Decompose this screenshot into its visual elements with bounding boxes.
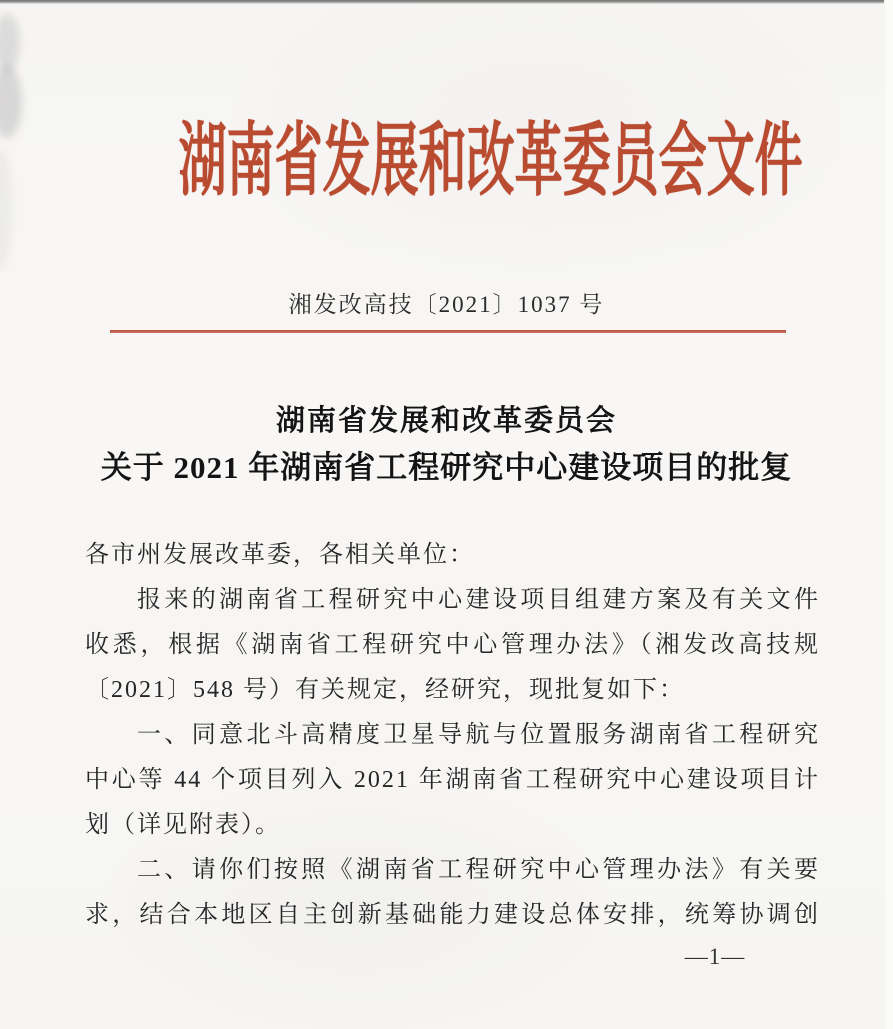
body-text-line: 报来的湖南省工程研究中心建设项目组建方案及有关文件: [137, 587, 820, 613]
body-text-line: 求，结合本地区自主创新基础能力建设总体安排，统筹协调创: [85, 902, 820, 928]
scan-right-edge-strip: [884, 0, 893, 1029]
document-title-line2: 关于 2021 年湖南省工程研究中心建设项目的批复: [100, 450, 793, 485]
body-text-line: 收悉，根据《湖南省工程研究中心管理办法》（湘发改高技规: [85, 632, 820, 658]
document-title-line1: 湖南省发展和改革委员会: [275, 405, 617, 437]
scan-top-edge-artifact: [0, 0, 893, 4]
page-number: —1—: [684, 944, 746, 969]
body-text-line: 〔2021〕548 号）有关规定，经研究，现批复如下：: [85, 677, 685, 703]
scan-smudge: [0, 66, 22, 138]
body-text-line: 划（详见附表）。: [85, 812, 281, 838]
body-text-line: 中心等 44 个项目列入 2021 年湖南省工程研究中心建设项目计: [85, 767, 820, 793]
document-number: 湘发改高技〔2021〕1037 号: [288, 292, 605, 317]
red-divider-line: [110, 330, 786, 333]
body-text-line: 一、同意北斗高精度卫星导航与位置服务湖南省工程研究: [137, 722, 820, 748]
agency-banner: 湖南省发展和改革委员会文件: [178, 118, 803, 206]
body-text-line: 各市州发展改革委，各相关单位：: [85, 542, 475, 568]
scan-smudge: [0, 150, 12, 270]
body-lines: [85, 533, 820, 938]
body-text-line: 二、请你们按照《湖南省工程研究中心管理办法》有关要: [137, 857, 820, 883]
scan-smudge: [0, 14, 20, 72]
